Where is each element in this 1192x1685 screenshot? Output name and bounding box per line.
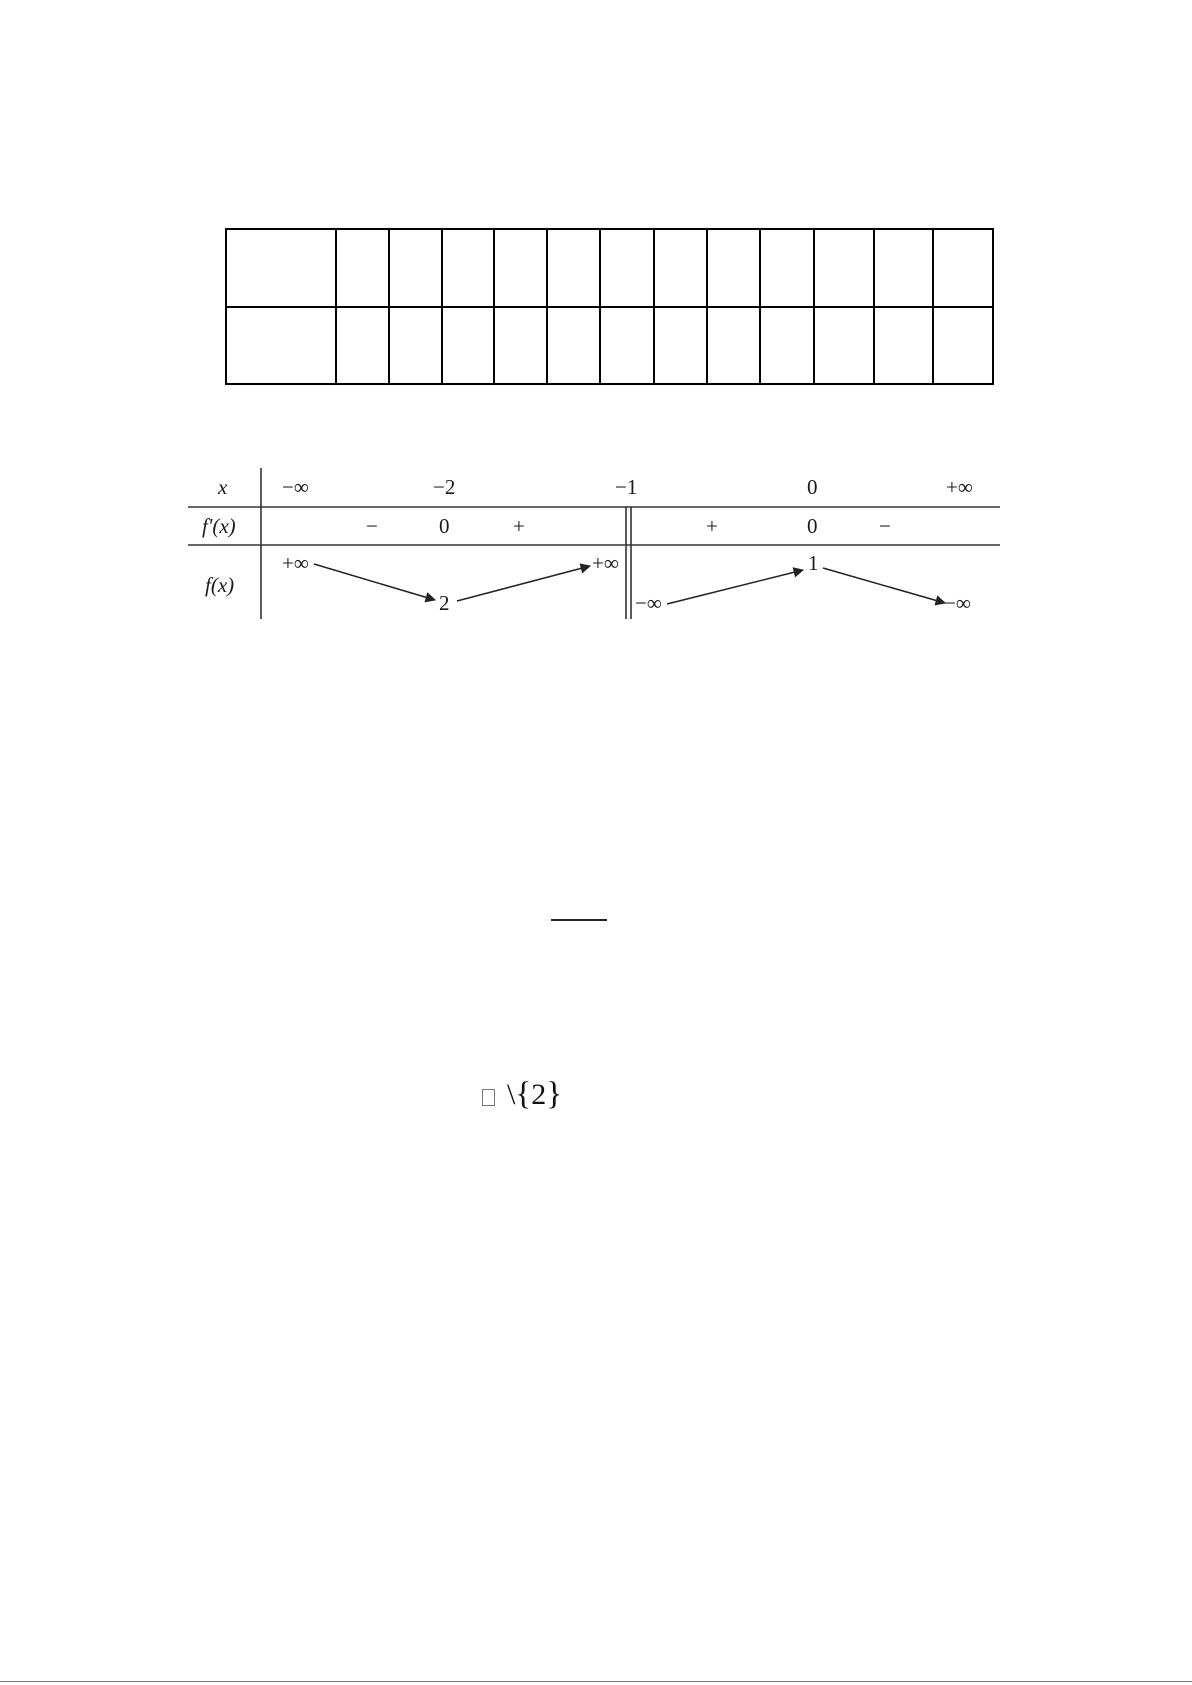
answer-cell: [442, 229, 494, 307]
f-value: 2: [439, 591, 450, 615]
x-value: +∞: [946, 475, 973, 499]
missing-glyph-icon: [482, 1089, 495, 1106]
answer-cell: [336, 229, 389, 307]
right-brace: }: [546, 1076, 563, 1112]
row-label-x: x: [218, 475, 228, 499]
fprime-sign: +: [706, 514, 718, 538]
answer-cell: [442, 307, 494, 385]
fprime-sign: −: [879, 514, 891, 538]
answer-grid-row: [226, 307, 993, 385]
answer-cell: [814, 307, 874, 385]
set-element: 2: [531, 1078, 547, 1111]
page-bottom-rule: [0, 1681, 1192, 1682]
answer-cell: [654, 229, 707, 307]
decreasing-arrow: [314, 564, 435, 600]
answer-cell: [600, 307, 654, 385]
answer-cell: [707, 307, 760, 385]
answer-cell: [654, 307, 707, 385]
fprime-sign: +: [513, 514, 525, 538]
decreasing-arrow: [823, 568, 945, 603]
answer-cell: [226, 229, 336, 307]
answer-cell: [389, 229, 442, 307]
left-brace: {: [515, 1076, 532, 1112]
answer-cell: [494, 229, 547, 307]
f-value: −∞: [944, 591, 971, 615]
x-value: −1: [615, 475, 638, 499]
answer-grid-row: [226, 229, 993, 307]
row-label-f: f(x): [205, 573, 235, 597]
f-value: +∞: [282, 551, 309, 575]
increasing-arrow: [457, 566, 590, 601]
answer-cell: [494, 307, 547, 385]
fraction-bar: [551, 919, 607, 921]
answer-cell: [336, 307, 389, 385]
answer-cell: [600, 229, 654, 307]
f-value: +∞: [592, 551, 619, 575]
f-value: 1: [808, 551, 819, 575]
set-minus-symbol: \: [507, 1078, 516, 1111]
answer-cell: [547, 229, 600, 307]
fprime-sign: 0: [439, 514, 450, 538]
fprime-sign: 0: [807, 514, 818, 538]
x-value: −2: [433, 475, 456, 499]
answer-cell: [226, 307, 336, 385]
row-label-fprime: f'(x): [202, 514, 236, 538]
answer-cell: [933, 229, 993, 307]
answer-cell: [547, 307, 600, 385]
f-value: −∞: [635, 591, 662, 615]
increasing-arrow: [667, 570, 803, 604]
answer-cell: [933, 307, 993, 385]
fprime-sign: −: [366, 514, 378, 538]
answer-cell: [760, 307, 814, 385]
x-value: 0: [807, 475, 818, 499]
answer-cell: [389, 307, 442, 385]
answer-cell: [760, 229, 814, 307]
x-value: −∞: [282, 475, 309, 499]
answer-cell: [814, 229, 874, 307]
answer-grid: [225, 228, 994, 385]
answer-cell: [707, 229, 760, 307]
answer-cell: [874, 307, 933, 385]
set-expression: [482, 1074, 562, 1115]
answer-cell: [874, 229, 933, 307]
variation-table: [180, 466, 1010, 626]
